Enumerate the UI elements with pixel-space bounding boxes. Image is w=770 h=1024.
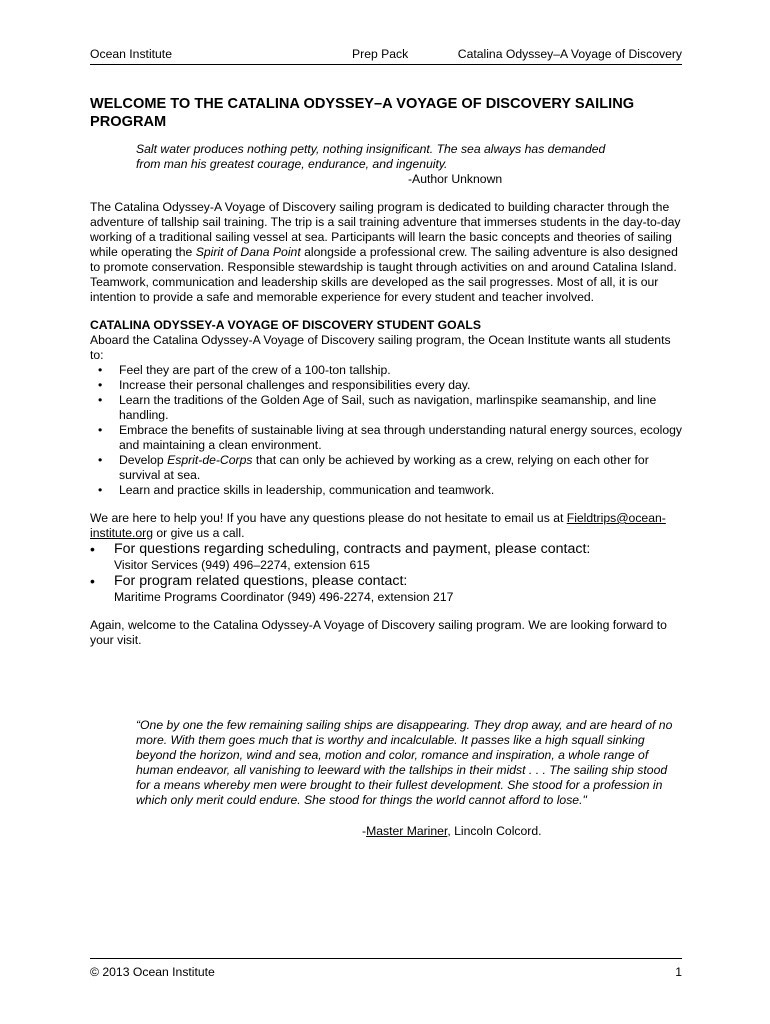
goal-item: • Learn and practice skills in leadership, communication and teamwork. [90, 483, 684, 498]
closing-quote [136, 718, 684, 808]
page-footer [90, 958, 682, 979]
goal-suffix: that can only be achieved by working as a crew, relying on each other for survival at sea. [119, 453, 649, 482]
attribution-title: Master Mariner [366, 824, 448, 838]
epigraph-line-2: from man his greatest courage, endurance, and ingenuity. [136, 157, 448, 171]
quote-text: “One by one the few remaining sailing ships are disappearing. They drop away, and are heard of no more. With them goes much that is worthy and incalculable. It passes like a high squall sinking beyond the horizon, wind and sea, motion and color, romance and inspiration, a whole range of human endeavor, all vanishing to leeward with the tallships in their midst . . . The sailing ship stood for a means whereby men were brought to their fullest development. She stood for a profession in which only merit could endure. She stood for things the world cannot afford to lose." [136, 718, 673, 807]
goals-heading: CATALINA ODYSSEY-A VOYAGE OF DISCOVERY STUDENT GOALS [90, 318, 481, 332]
vessel-name: Spirit of Dana Point [195, 245, 301, 259]
contact-heading: • For questions regarding scheduling, contracts and payment, please contact: [114, 541, 591, 557]
email-link[interactable]: Fieldtrips@ocean-institute.org [90, 511, 666, 540]
contact-detail: Maritime Programs Coordinator (949) 496-2274, extension 217 [114, 590, 454, 604]
epigraph [136, 142, 684, 187]
page-title: WELCOME TO THE CATALINA ODYSSEY–A VOYAGE OF DISCOVERY SAILING PROGRAM [90, 96, 635, 130]
contact-heading: • For program related questions, please contact: [114, 573, 408, 589]
contact-detail: Visitor Services (949) 496–2274, extension 615 [114, 558, 370, 572]
esprit-term: Esprit-de-Corps [167, 453, 253, 467]
header-org: Ocean Institute [90, 47, 172, 61]
goal-prefix: Develop [119, 453, 168, 467]
closing-paragraph: Again, welcome to the Catalina Odyssey-A Voyage of Discovery sailing program. We are looking forward to your visit. [90, 618, 667, 647]
goal-item: • Embrace the benefits of sustainable living at sea through understanding natural energy sources, ecology and maintaining a clean environment. [90, 423, 684, 453]
goals-lead: Aboard the Catalina Odyssey-A Voyage of Discovery sailing program, the Ocean Institute wants all students to: [90, 333, 671, 362]
copyright: © 2013 Ocean Institute [90, 965, 215, 979]
help-text: We are here to help you! If you have any questions please do not hesitate to email us at [90, 511, 567, 525]
contact-item [90, 573, 684, 605]
quote-attribution [362, 824, 684, 839]
attribution-dash: - [362, 824, 367, 838]
intro-paragraph [90, 200, 684, 305]
goal-item: • Feel they are part of the crew of a 100-ton tallship. [90, 363, 684, 378]
header-program: Catalina Odyssey–A Voyage of Discovery [457, 47, 682, 61]
goal-item [90, 453, 684, 483]
page-number: 1 [675, 965, 682, 979]
goals-list [90, 363, 684, 498]
goal-item: • Increase their personal challenges and responsibilities every day. [90, 378, 684, 393]
help-paragraph [90, 511, 684, 541]
epigraph-line-1: Salt water produces nothing petty, nothing insignificant. The sea always has demanded [136, 142, 606, 156]
document-body [90, 95, 684, 839]
help-after: or give us a call. [153, 526, 245, 540]
goal-item: • Learn the traditions of the Golden Age of Sail, such as navigation, marlinspike seamanship, and line handling. [90, 393, 684, 423]
contacts-list [90, 541, 684, 605]
page-header [90, 46, 682, 65]
header-doc-type: Prep Pack [352, 47, 409, 61]
attribution-name: , Lincoln Colcord. [447, 824, 542, 838]
epigraph-attribution: -Author Unknown [408, 172, 503, 186]
intro-text-1: The Catalina Odyssey-A Voyage of Discovery sailing program is dedicated to building character through the adventure of tallship sail training. The trip is a sail training adventure that immerses students in the day-to-day working of a traditional sailing vessel at sea. Participants will learn the basic concepts and theories of sailing while operating the [90, 200, 681, 259]
intro-text-2: alongside a professional crew. The sailing adventure is also designed to promote conservation. Responsible stewardship is taught through activities on and around Catalina Island. Teamwork, communication and leadership skills are developed as the sail progresses. Most of all, it is our intention to provide a safe and memorable experience for every student and teacher involved. [90, 245, 678, 304]
contact-item [90, 541, 684, 573]
